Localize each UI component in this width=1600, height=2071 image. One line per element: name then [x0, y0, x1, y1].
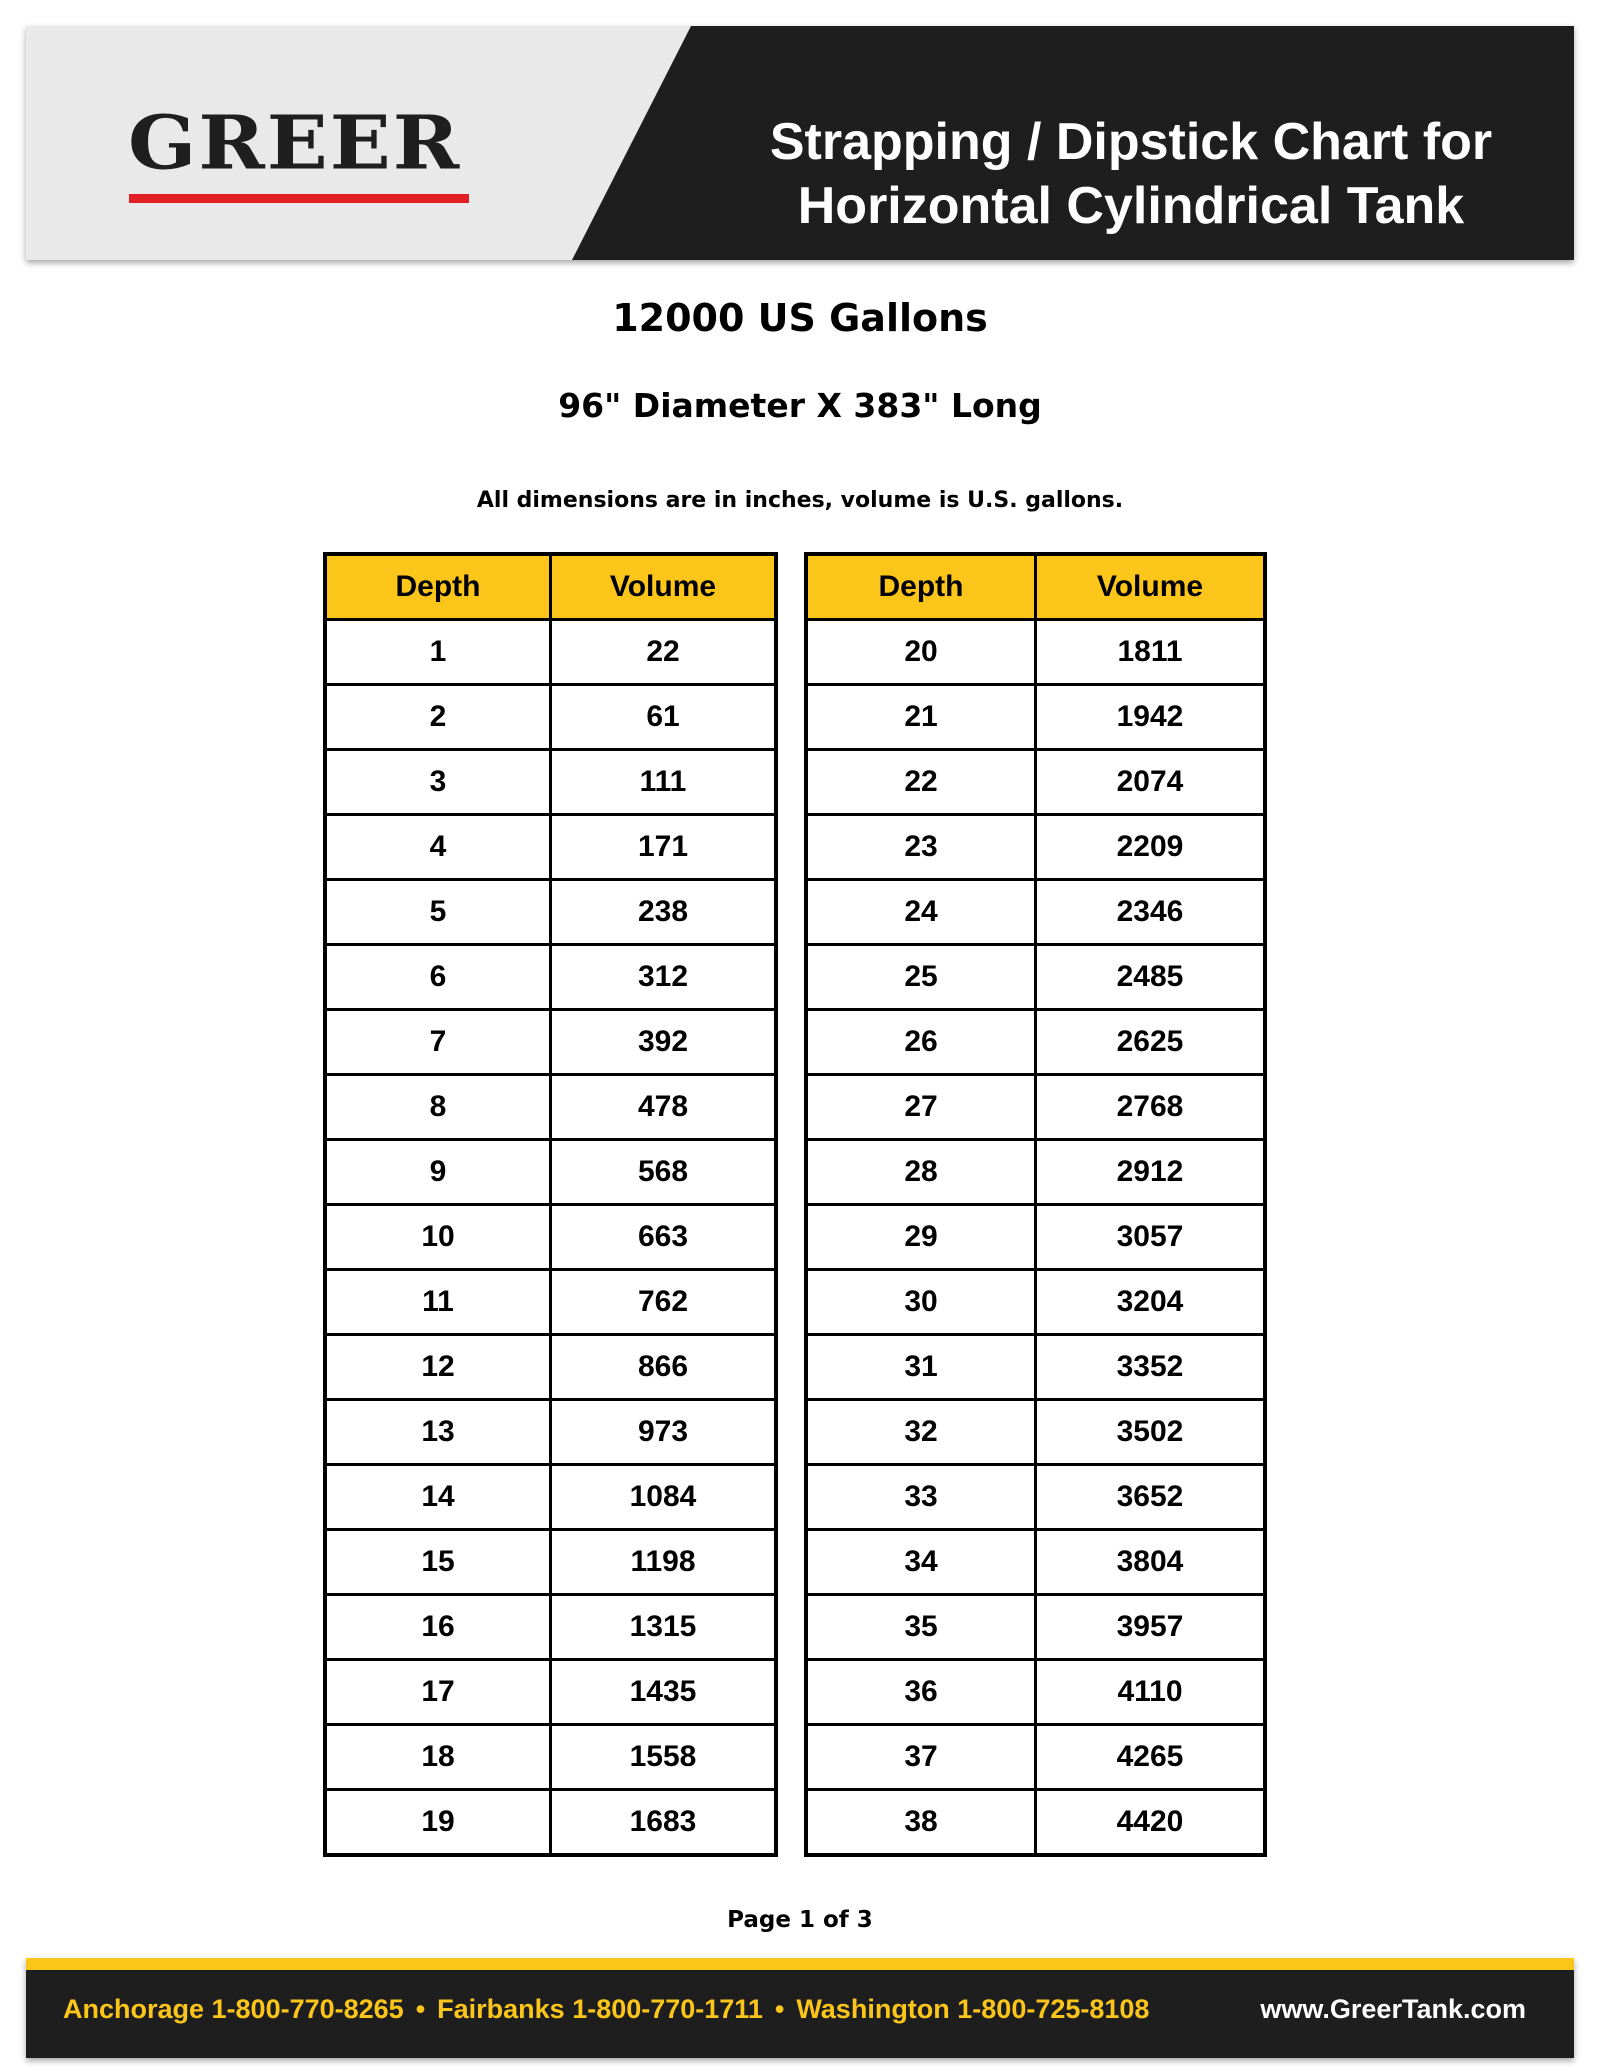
table-row	[325, 815, 776, 880]
depth-cell: 13	[325, 1400, 551, 1465]
depth-cell: 8	[325, 1075, 551, 1140]
contact-fairbanks: Fairbanks 1-800-770-1711	[437, 1994, 763, 2024]
depth-cell: 22	[806, 750, 1036, 815]
table-row	[325, 1140, 776, 1205]
table-row	[806, 1075, 1265, 1140]
footer-bar	[26, 1958, 1574, 2058]
table-row	[325, 1725, 776, 1790]
volume-cell: 3804	[1036, 1530, 1266, 1595]
volume-cell: 2625	[1036, 1010, 1266, 1075]
volume-cell: 3057	[1036, 1205, 1266, 1270]
table-row	[806, 750, 1265, 815]
volume-cell: 866	[551, 1335, 777, 1400]
contact-anchorage: Anchorage 1-800-770-8265	[63, 1994, 404, 2024]
volume-cell: 2768	[1036, 1075, 1266, 1140]
table-row	[325, 1205, 776, 1270]
table-row	[325, 750, 776, 815]
table-row	[325, 685, 776, 750]
header-banner	[26, 26, 1574, 260]
volume-cell: 111	[551, 750, 777, 815]
volume-cell: 1811	[1036, 620, 1266, 685]
depth-cell: 12	[325, 1335, 551, 1400]
volume-cell: 568	[551, 1140, 777, 1205]
depth-cell: 30	[806, 1270, 1036, 1335]
depth-cell: 19	[325, 1790, 551, 1856]
logo-underline	[129, 194, 469, 203]
depth-cell: 37	[806, 1725, 1036, 1790]
volume-cell: 3352	[1036, 1335, 1266, 1400]
volume-cell: 663	[551, 1205, 777, 1270]
table-row	[806, 1725, 1265, 1790]
volume-cell: 3502	[1036, 1400, 1266, 1465]
table-row	[806, 1010, 1265, 1075]
volume-cell: 312	[551, 945, 777, 1010]
depth-cell: 25	[806, 945, 1036, 1010]
tank-dimensions: 96" Diameter X 383" Long	[558, 386, 1042, 425]
volume-cell: 2912	[1036, 1140, 1266, 1205]
table-row	[806, 1465, 1265, 1530]
depth-cell: 21	[806, 685, 1036, 750]
depth-cell: 10	[325, 1205, 551, 1270]
depth-cell: 35	[806, 1595, 1036, 1660]
volume-cell: 478	[551, 1075, 777, 1140]
table-row	[325, 1660, 776, 1725]
table-row	[806, 1660, 1265, 1725]
table-row	[325, 1400, 776, 1465]
depth-cell: 1	[325, 620, 551, 685]
table-header-row	[325, 554, 776, 620]
volume-cell: 4265	[1036, 1725, 1266, 1790]
depth-cell: 31	[806, 1335, 1036, 1400]
table-row	[325, 1595, 776, 1660]
depth-cell: 7	[325, 1010, 551, 1075]
column-header-volume: Volume	[551, 554, 777, 620]
depth-cell: 38	[806, 1790, 1036, 1856]
column-header-depth: Depth	[325, 554, 551, 620]
table-row	[325, 620, 776, 685]
table-row	[806, 1530, 1265, 1595]
title-line-1: Strapping / Dipstick Chart for	[769, 113, 1493, 171]
volume-cell: 238	[551, 880, 777, 945]
depth-cell: 34	[806, 1530, 1036, 1595]
column-header-depth: Depth	[806, 554, 1036, 620]
volume-cell: 2209	[1036, 815, 1266, 880]
table-row	[325, 880, 776, 945]
table-row	[806, 880, 1265, 945]
depth-cell: 24	[806, 880, 1036, 945]
volume-cell: 3652	[1036, 1465, 1266, 1530]
table-row	[806, 1140, 1265, 1205]
volume-cell: 2074	[1036, 750, 1266, 815]
volume-cell: 4110	[1036, 1660, 1266, 1725]
table-row	[806, 1790, 1265, 1856]
footer-contacts	[63, 1994, 1149, 2025]
table-row	[325, 1010, 776, 1075]
depth-cell: 26	[806, 1010, 1036, 1075]
depth-cell: 11	[325, 1270, 551, 1335]
volume-cell: 4420	[1036, 1790, 1266, 1856]
table-row	[806, 1270, 1265, 1335]
table-row	[806, 1400, 1265, 1465]
depth-cell: 23	[806, 815, 1036, 880]
table-row	[325, 945, 776, 1010]
table-row	[325, 1270, 776, 1335]
depth-cell: 29	[806, 1205, 1036, 1270]
volume-cell: 171	[551, 815, 777, 880]
volume-cell: 1558	[551, 1725, 777, 1790]
volume-cell: 1942	[1036, 685, 1266, 750]
depth-cell: 5	[325, 880, 551, 945]
website-link[interactable]: www.GreerTank.com	[1260, 1994, 1526, 2024]
depth-cell: 20	[806, 620, 1036, 685]
volume-cell: 1198	[551, 1530, 777, 1595]
page-number: Page 1 of 3	[727, 1907, 873, 1933]
depth-cell: 15	[325, 1530, 551, 1595]
table-row	[325, 1790, 776, 1856]
volume-cell: 2346	[1036, 880, 1266, 945]
table-row	[806, 1595, 1265, 1660]
page-title	[716, 110, 1546, 238]
contact-washington: Washington 1-800-725-8108	[796, 1994, 1150, 2024]
column-header-volume: Volume	[1036, 554, 1266, 620]
table-row	[325, 1530, 776, 1595]
volume-cell: 61	[551, 685, 777, 750]
volume-cell: 1683	[551, 1790, 777, 1856]
volume-cell: 392	[551, 1010, 777, 1075]
depth-cell: 16	[325, 1595, 551, 1660]
volume-cell: 1084	[551, 1465, 777, 1530]
table-row	[325, 1335, 776, 1400]
depth-cell: 33	[806, 1465, 1036, 1530]
volume-cell: 973	[551, 1400, 777, 1465]
volume-cell: 3204	[1036, 1270, 1266, 1335]
depth-cell: 27	[806, 1075, 1036, 1140]
depth-cell: 9	[325, 1140, 551, 1205]
depth-cell: 36	[806, 1660, 1036, 1725]
separator-dot: •	[415, 1994, 426, 2024]
strapping-table-right	[804, 552, 1267, 1857]
table-row	[806, 1335, 1265, 1400]
table-row	[325, 1075, 776, 1140]
table-row	[806, 620, 1265, 685]
volume-cell: 1435	[551, 1660, 777, 1725]
volume-cell: 1315	[551, 1595, 777, 1660]
depth-cell: 14	[325, 1465, 551, 1530]
volume-cell: 2485	[1036, 945, 1266, 1010]
depth-cell: 3	[325, 750, 551, 815]
tank-capacity: 12000 US Gallons	[612, 296, 988, 340]
depth-cell: 4	[325, 815, 551, 880]
table-row	[325, 1465, 776, 1530]
table-row	[806, 945, 1265, 1010]
volume-cell: 3957	[1036, 1595, 1266, 1660]
units-note: All dimensions are in inches, volume is U.S. gallons.	[476, 488, 1124, 513]
depth-cell: 2	[325, 685, 551, 750]
separator-dot: •	[774, 1994, 785, 2024]
table-row	[806, 1205, 1265, 1270]
title-line-2: Horizontal Cylindrical Tank	[797, 177, 1465, 235]
depth-cell: 17	[325, 1660, 551, 1725]
greer-logo: GREER	[128, 99, 462, 187]
depth-cell: 32	[806, 1400, 1036, 1465]
depth-cell: 28	[806, 1140, 1036, 1205]
volume-cell: 22	[551, 620, 777, 685]
depth-cell: 6	[325, 945, 551, 1010]
table-header-row	[806, 554, 1265, 620]
volume-cell: 762	[551, 1270, 777, 1335]
strapping-table-left	[323, 552, 778, 1857]
table-row	[806, 815, 1265, 880]
depth-cell: 18	[325, 1725, 551, 1790]
table-row	[806, 685, 1265, 750]
